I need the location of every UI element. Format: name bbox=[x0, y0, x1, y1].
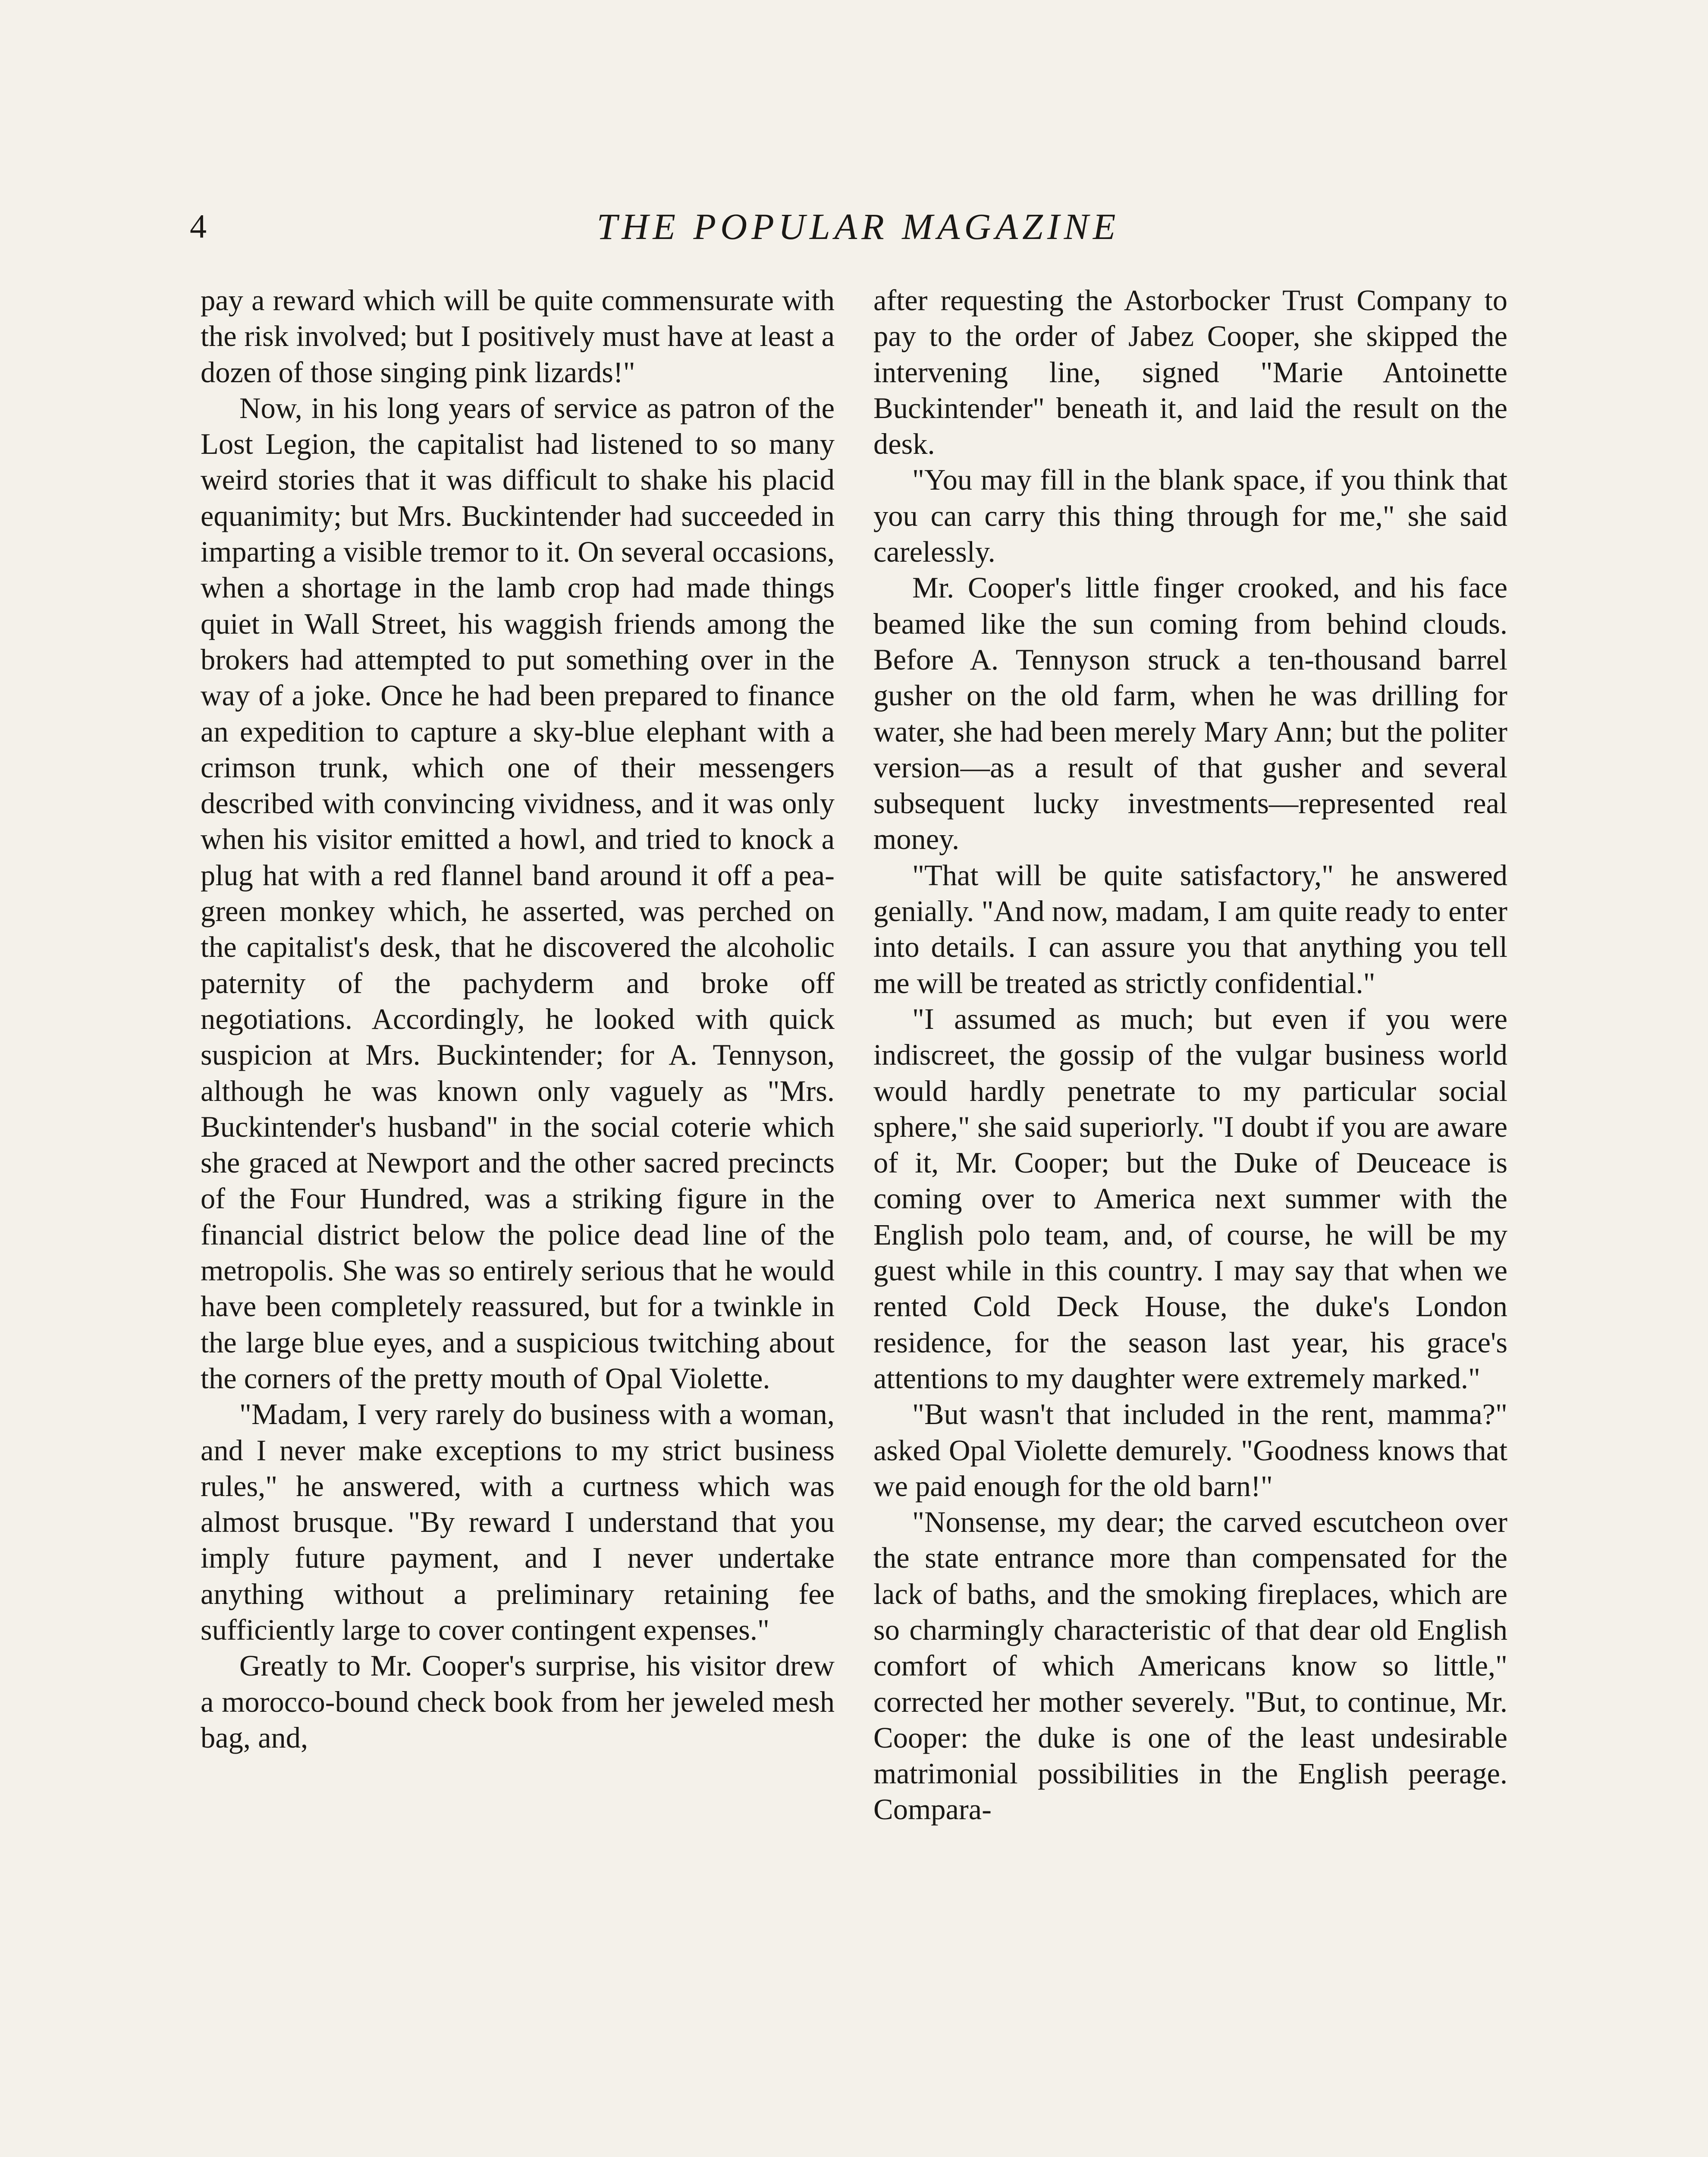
paragraph: Greatly to Mr. Cooper's surprise, his visitor drew a morocco-bound check book from her jeweled mesh bag, and, bbox=[201, 1649, 835, 1754]
left-column bbox=[201, 283, 835, 1756]
paragraph: "That will be quite satisfactory," he answered genially. "And now, madam, I am quite ready to enter into details. I can assure you that anything you tell me will be treated as strictly confidential." bbox=[873, 858, 1507, 1000]
paragraph: "I assumed as much; but even if you were indiscreet, the gossip of the vulgar business world would hardly penetrate to my particular social sphere," she said superiorly. "I doubt if you are aware of it, Mr. Cooper; but the Duke of Deuceace is coming over to America next summer with the English polo team, and, of course, he will be my guest while in this country. I may say that when we rented Cold Deck House, the duke's London residence, for the season last year, his grace's attentions to my daughter were extremely marked." bbox=[873, 1002, 1507, 1395]
paragraph: Mr. Cooper's little finger crooked, and his face beamed like the sun coming from behind clouds. Before A. Tennyson struck a ten-thousand barrel gusher on the old farm, when he was drilling for water, she had been merely Mary Ann; but the politer version—as a result of that gusher and several subsequent lucky investments—represented real money. bbox=[873, 571, 1507, 856]
paragraph: "Madam, I very rarely do business with a woman, and I never make exceptions to my strict business rules," he answered, with a curtness which was almost brusque. "By reward I understand that you imply future payment, and I never undertake anything without a preliminary retaining fee sufficiently large to cover contingent expenses." bbox=[201, 1398, 835, 1646]
paragraph: Now, in his long years of service as patron of the Lost Legion, the capitalist had listened to so many weird stories that it was difficult to shake his placid equanimity; but Mrs. Buckintender had succeeded in imparting a visible tremor to it. On several occasions, when a shortage in the lamb crop had made things quiet in Wall Street, his waggish friends among the brokers had attempted to put something over in the way of a joke. Once he had been prepared to finance an expedition to capture a sky-blue elephant with a crimson trunk, which one of their messengers described with convincing vividness, and it was only when his visitor emitted a howl, and tried to knock a plug hat with a red flannel band around it off a pea-green monkey which, he asserted, was perched on the capitalist's desk, that he discovered the alcoholic paternity of the pachyderm and broke off negotiations. Accordingly, he looked with quick suspicion at Mrs. Buckintender; for A. Tennyson, although he was known only vaguely as "Mrs. Buckintender's husband" in the social coterie which she graced at Newport and the other sacred precincts of the Four Hundred, was a striking figure in the financial district below the police dead line of the metropolis. She was so entirely serious that he would have been completely reassured, but for a twinkle in the large blue eyes, and a suspicious twitching about the corners of the pretty mouth of Opal Violette. bbox=[201, 391, 835, 1395]
paragraph: "Nonsense, my dear; the carved escutcheon over the state entrance more than compensated for the lack of baths, and the smoking fireplaces, which are so charmingly characteristic of that dear old English comfort of which Americans know so little," corrected her mother severely. "But, to continue, Mr. Cooper: the duke is one of the least undesirable matrimonial possibilities in the English peerage. Compara- bbox=[873, 1506, 1507, 1826]
page-header bbox=[190, 205, 1527, 261]
running-title: THE POPULAR MAGAZINE bbox=[597, 206, 1120, 247]
paragraph: "You may fill in the blank space, if you think that you can carry this thing through for me," she said carelessly. bbox=[873, 463, 1507, 569]
paragraph: "But wasn't that included in the rent, mamma?" asked Opal Violette demurely. "Goodness knows that we paid enough for the old barn!" bbox=[873, 1398, 1507, 1503]
page-number: 4 bbox=[190, 208, 207, 245]
paragraph: after requesting the Astorbocker Trust Company to pay to the order of Jabez Cooper, she skipped the intervening line, signed "Marie Antoinette Buckintender" beneath it, and laid the result on the desk. bbox=[873, 284, 1507, 461]
paragraph: pay a reward which will be quite commensurate with the risk involved; but I positively must have at least a dozen of those singing pink lizards!" bbox=[201, 284, 835, 389]
right-column bbox=[873, 283, 1507, 1828]
